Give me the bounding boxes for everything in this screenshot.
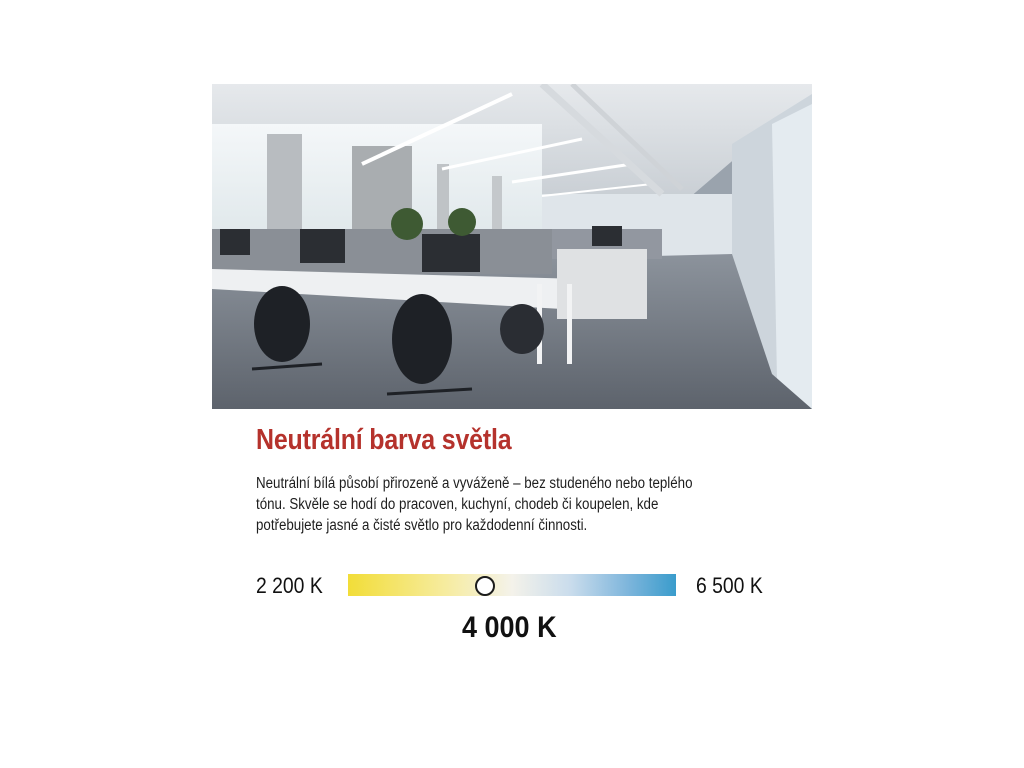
temperature-gradient-bar xyxy=(348,574,676,596)
color-temperature-scale xyxy=(256,570,776,602)
description-line: tónu. Skvěle se hodí do pracoven, kuchyní, chodeb či koupelen, kde xyxy=(256,496,659,513)
description-line: potřebujete jasné a čisté světlo pro každodenní činnosti. xyxy=(256,517,588,534)
office-interior-photo xyxy=(212,84,812,409)
max-kelvin-label: 6 500 K xyxy=(696,573,763,598)
min-kelvin-label: 2 200 K xyxy=(256,573,323,598)
page-title: Neutrální barva světla xyxy=(256,424,512,456)
temperature-indicator xyxy=(475,576,495,596)
current-kelvin-value: 4 000 K xyxy=(462,611,557,644)
description-line: Neutrální bílá působí přirozeně a vyváženě – bez studeného nebo teplého xyxy=(256,475,693,492)
description-text xyxy=(256,473,738,536)
